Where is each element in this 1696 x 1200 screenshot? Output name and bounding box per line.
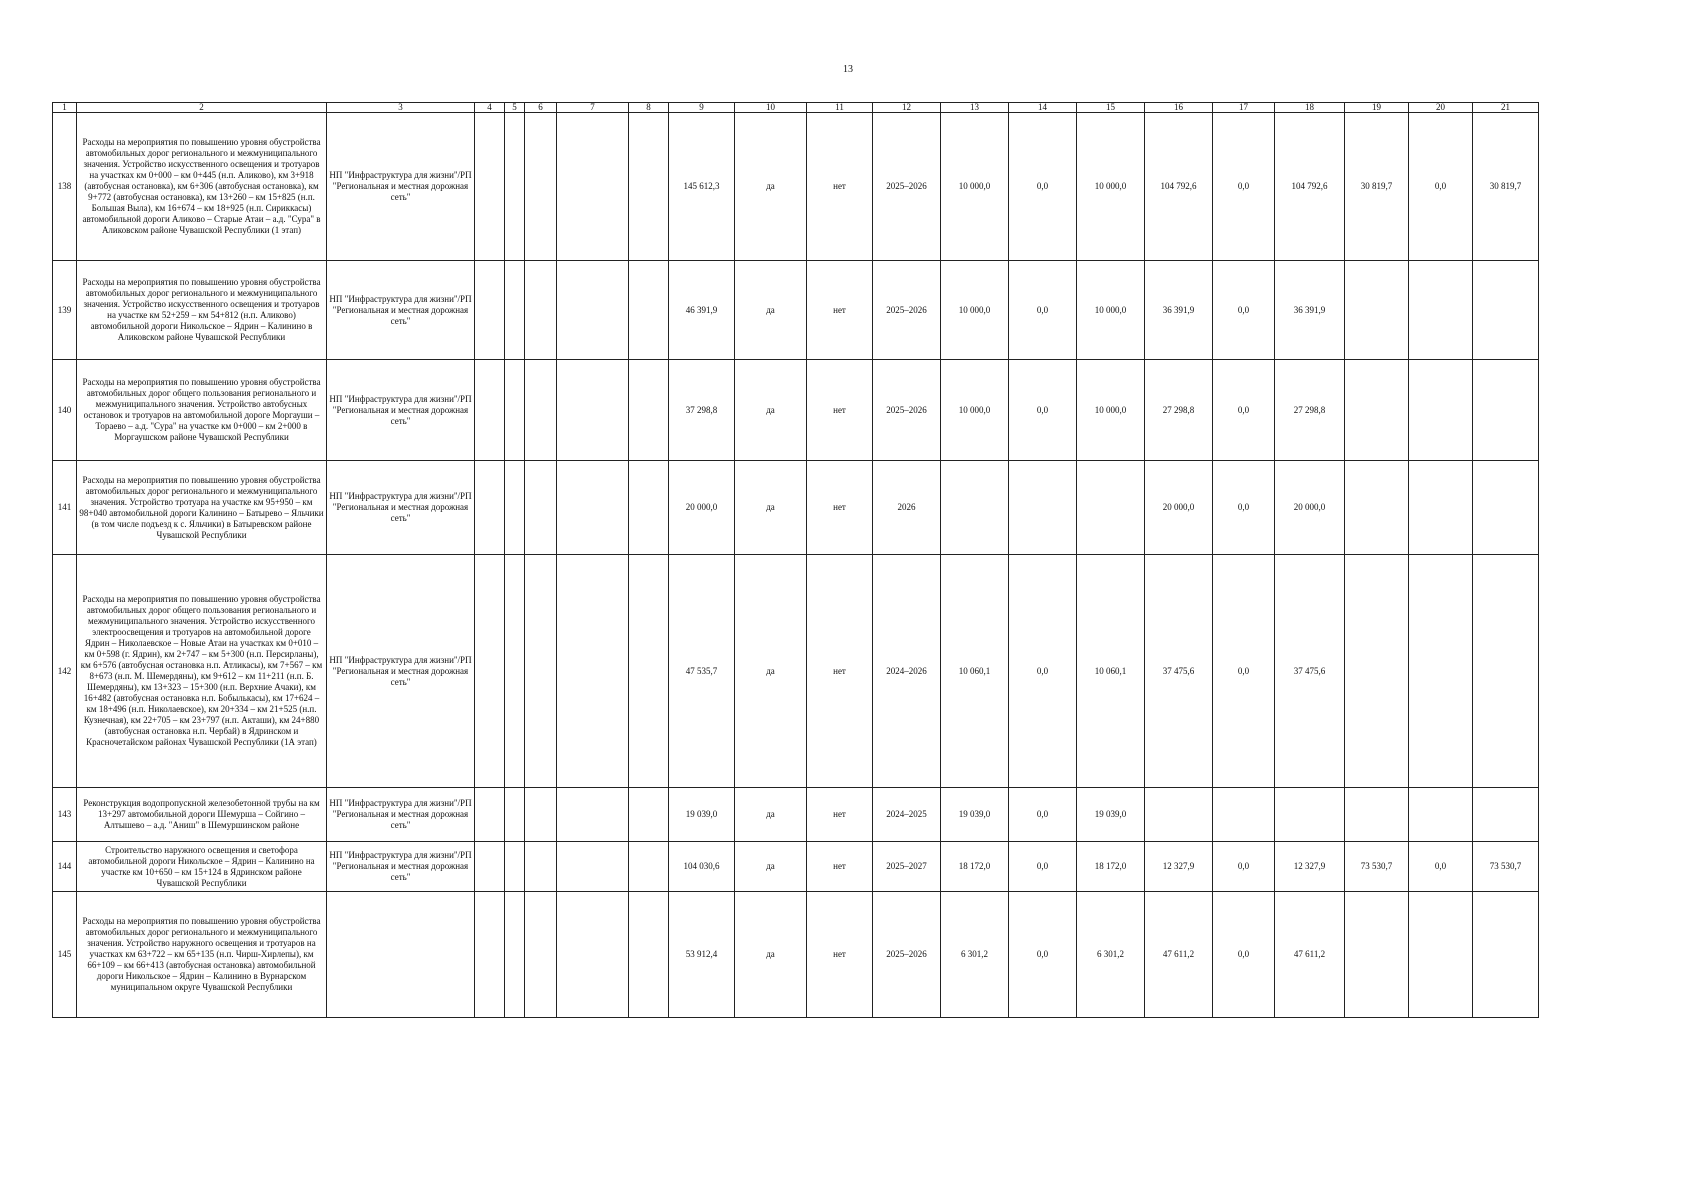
- row-number-cell: 145: [53, 892, 77, 1018]
- table-cell: [1345, 360, 1409, 461]
- table-cell: 0,0: [1009, 360, 1077, 461]
- table-cell: [1345, 892, 1409, 1018]
- table-cell: [629, 555, 669, 788]
- table-cell: 0,0: [1213, 360, 1275, 461]
- table-cell: [525, 892, 557, 1018]
- col-header: 18: [1275, 103, 1345, 113]
- table-cell: [1473, 261, 1539, 360]
- executor-cell: НП "Инфраструктура для жизни"/РП "Региональная и местная дорожная сеть": [327, 113, 475, 261]
- table-cell: да: [735, 892, 807, 1018]
- table-cell: 2026: [873, 461, 941, 555]
- table-cell: нет: [807, 842, 873, 892]
- description-cell: Расходы на мероприятия по повышению уровня обустройства автомобильных дорог общего пользования регионального и межмуниципального значения. Устройство автобусных остановок и тротуаров на автомобильной дороге Моргауши – Тораево – а.д. "Сура" на участке км 0+000 – км 2+000 в Моргаушском районе Чувашской Республики: [77, 360, 327, 461]
- table-cell: 19 039,0: [1077, 788, 1145, 842]
- table-cell: 0,0: [1213, 261, 1275, 360]
- table-cell: 30 819,7: [1345, 113, 1409, 261]
- table-cell: [1409, 788, 1473, 842]
- table-cell: [475, 842, 505, 892]
- table-cell: 2024–2025: [873, 788, 941, 842]
- col-header: 2: [77, 103, 327, 113]
- table-cell: 104 030,6: [669, 842, 735, 892]
- table-cell: [557, 842, 629, 892]
- col-header: 15: [1077, 103, 1145, 113]
- row-number-cell: 140: [53, 360, 77, 461]
- table-cell: [1409, 360, 1473, 461]
- col-header: 16: [1145, 103, 1213, 113]
- table-cell: 20 000,0: [1145, 461, 1213, 555]
- table-cell: 20 000,0: [1275, 461, 1345, 555]
- col-header: 14: [1009, 103, 1077, 113]
- description-cell: Расходы на мероприятия по повышению уровня обустройства автомобильных дорог регионального и межмуниципального значения. Устройство тротуара на участке км 95+950 – км 98+040 автомобильной дороги Калинино – Батырево – Яльчики (в том числе подъезд к с. Яльчики) в Батыревском районе Чувашской Республики: [77, 461, 327, 555]
- table-cell: 46 391,9: [669, 261, 735, 360]
- row-number-cell: 143: [53, 788, 77, 842]
- table-cell: [505, 360, 525, 461]
- table-row: [53, 892, 1539, 1018]
- col-header: 13: [941, 103, 1009, 113]
- table-cell: 37 298,8: [669, 360, 735, 461]
- table-cell: 20 000,0: [669, 461, 735, 555]
- table-cell: [475, 892, 505, 1018]
- col-header: 10: [735, 103, 807, 113]
- table-cell: [525, 842, 557, 892]
- table-cell: [1345, 788, 1409, 842]
- table-cell: [629, 461, 669, 555]
- description-cell: Расходы на мероприятия по повышению уровня обустройства автомобильных дорог регионального и межмуниципального значения. Устройство наружного освещения и тротуаров на участках км 63+722 – км 65+135 (н.п. Чирш-Хирлепы), км 66+109 – км 66+413 (автобусная остановка) автомобильной дороги Никольское – Ядрин – Калинино в Вурнарском муниципальном округе Чувашской Республики: [77, 892, 327, 1018]
- table-cell: [1345, 261, 1409, 360]
- table-cell: [629, 892, 669, 1018]
- table-cell: 53 912,4: [669, 892, 735, 1018]
- table-cell: [557, 892, 629, 1018]
- col-header: 17: [1213, 103, 1275, 113]
- table-cell: 0,0: [1213, 555, 1275, 788]
- header-row: [53, 103, 1539, 113]
- table-cell: [629, 788, 669, 842]
- table-cell: 37 475,6: [1145, 555, 1213, 788]
- table-cell: [505, 113, 525, 261]
- row-number-cell: 138: [53, 113, 77, 261]
- col-header: 6: [525, 103, 557, 113]
- table-cell: 0,0: [1009, 555, 1077, 788]
- table-cell: 10 000,0: [1077, 113, 1145, 261]
- table-cell: 0,0: [1009, 261, 1077, 360]
- table-cell: 12 327,9: [1145, 842, 1213, 892]
- table-cell: [505, 461, 525, 555]
- table-cell: нет: [807, 788, 873, 842]
- table-cell: [1009, 461, 1077, 555]
- description-cell: Реконструкция водопропускной железобетонной трубы на км 13+297 автомобильной дороги Шемурша – Сойгино – Алтышево – а.д. "Аниш" в Шемуршинском районе: [77, 788, 327, 842]
- table-cell: 0,0: [1213, 892, 1275, 1018]
- table-cell: 18 172,0: [1077, 842, 1145, 892]
- executor-cell: НП "Инфраструктура для жизни"/РП "Региональная и местная дорожная сеть": [327, 842, 475, 892]
- row-number-cell: 141: [53, 461, 77, 555]
- table-row: [53, 461, 1539, 555]
- table-cell: 27 298,8: [1145, 360, 1213, 461]
- table-cell: 10 000,0: [941, 113, 1009, 261]
- table-cell: нет: [807, 461, 873, 555]
- table-cell: [1409, 892, 1473, 1018]
- table-cell: [941, 461, 1009, 555]
- table-cell: 0,0: [1213, 113, 1275, 261]
- table-cell: [525, 461, 557, 555]
- table-cell: 2025–2026: [873, 892, 941, 1018]
- executor-cell: НП "Инфраструктура для жизни"/РП "Региональная и местная дорожная сеть": [327, 261, 475, 360]
- col-header: 21: [1473, 103, 1539, 113]
- table-cell: [525, 261, 557, 360]
- table-cell: 10 000,0: [1077, 261, 1145, 360]
- table-cell: 0,0: [1009, 892, 1077, 1018]
- table-cell: 145 612,3: [669, 113, 735, 261]
- table-cell: 6 301,2: [941, 892, 1009, 1018]
- executor-cell: НП "Инфраструктура для жизни"/РП "Региональная и местная дорожная сеть": [327, 360, 475, 461]
- table-cell: [475, 788, 505, 842]
- table-cell: [505, 842, 525, 892]
- executor-cell: НП "Инфраструктура для жизни"/РП "Региональная и местная дорожная сеть": [327, 788, 475, 842]
- table-cell: нет: [807, 261, 873, 360]
- table-cell: [557, 360, 629, 461]
- table-cell: [1077, 461, 1145, 555]
- table-cell: 10 060,1: [941, 555, 1009, 788]
- table-cell: [557, 461, 629, 555]
- col-header: 3: [327, 103, 475, 113]
- table-cell: [475, 461, 505, 555]
- table-cell: [505, 892, 525, 1018]
- table-cell: [475, 360, 505, 461]
- table-cell: [1473, 892, 1539, 1018]
- table-cell: да: [735, 842, 807, 892]
- budget-table: [52, 102, 1539, 1018]
- table-cell: 73 530,7: [1473, 842, 1539, 892]
- table-cell: [505, 555, 525, 788]
- description-cell: Расходы на мероприятия по повышению уровня обустройства автомобильных дорог регионального и межмуниципального значения. Устройство искусственного освещения и тротуаров на участках км 0+000 – км 0+445 (н.п. Аликово), км 3+918 (автобусная остановка), км 6+306 (автобусная остановка), км 9+772 (автобусная остановка), км 13+260 – км 15+825 (н.п. Большая Выла), км 16+674 – км 18+925 (н.п. Сириккасы) автомобильной дороги Аликово – Старые Атаи – а.д. "Сура" в Аликовском районе Чувашской Республики (1 этап): [77, 113, 327, 261]
- table-cell: 0,0: [1213, 461, 1275, 555]
- description-cell: Расходы на мероприятия по повышению уровня обустройства автомобильных дорог общего пользования регионального и межмуниципального значения. Устройство искусственного электроосвещения и тротуаров на автомобильной дороге Ядрин – Николаевское – Новые Атаи на участках км 0+010 – км 0+598 (г. Ядрин), км 2+747 – км 5+300 (н.п. Персирланы), км 6+576 (автобусная остановка н.п. Атликасы), км 7+567 – км 8+673 (н.п. М. Шемердяны), км 9+612 – км 11+211 (н.п. Б. Шемердяны), км 13+323 – 15+300 (н.п. Верхние Ачаки), км 16+482 (автобусная остановка н.п. Бобылькасы), км 17+624 – км 18+496 (н.п. Николаевское), км 20+334 – км 21+525 (н.п. Кузнечная), км 22+705 – км 23+797 (н.п. Акташи), км 24+880 (автобусная остановка н.п. Чербай) в Ядринском и Красночетайском районах Чувашской Республики (1А этап): [77, 555, 327, 788]
- table-cell: [475, 261, 505, 360]
- table-cell: [1473, 360, 1539, 461]
- table-cell: [1473, 461, 1539, 555]
- table-cell: 104 792,6: [1275, 113, 1345, 261]
- table-body: [53, 113, 1539, 1018]
- table-cell: [1275, 788, 1345, 842]
- table-cell: 10 000,0: [941, 360, 1009, 461]
- table-cell: 36 391,9: [1145, 261, 1213, 360]
- row-number-cell: 139: [53, 261, 77, 360]
- col-header: 5: [505, 103, 525, 113]
- col-header: 19: [1345, 103, 1409, 113]
- table-cell: [1345, 555, 1409, 788]
- table-row: [53, 555, 1539, 788]
- row-number-cell: 144: [53, 842, 77, 892]
- table-cell: [557, 555, 629, 788]
- table-row: [53, 113, 1539, 261]
- table-cell: [1473, 788, 1539, 842]
- table-cell: [1213, 788, 1275, 842]
- table-cell: 0,0: [1409, 113, 1473, 261]
- description-cell: Строительство наружного освещения и светофора автомобильной дороги Никольское – Ядрин – Калинино на участке км 10+650 – км 15+124 в Ядринском районе Чувашской Республики: [77, 842, 327, 892]
- table-cell: 19 039,0: [941, 788, 1009, 842]
- executor-cell: НП "Инфраструктура для жизни"/РП "Региональная и местная дорожная сеть": [327, 555, 475, 788]
- table-cell: да: [735, 555, 807, 788]
- table-cell: 2025–2026: [873, 360, 941, 461]
- table-cell: да: [735, 360, 807, 461]
- table-cell: да: [735, 261, 807, 360]
- table-cell: [629, 113, 669, 261]
- table-row: [53, 788, 1539, 842]
- table-cell: [1473, 555, 1539, 788]
- table-cell: [1345, 461, 1409, 555]
- col-header: 7: [557, 103, 629, 113]
- table-cell: [525, 555, 557, 788]
- table-cell: 27 298,8: [1275, 360, 1345, 461]
- table-cell: 18 172,0: [941, 842, 1009, 892]
- row-number-cell: 142: [53, 555, 77, 788]
- table-cell: [525, 360, 557, 461]
- table-cell: 6 301,2: [1077, 892, 1145, 1018]
- table-cell: [557, 788, 629, 842]
- table-cell: 47 611,2: [1275, 892, 1345, 1018]
- table-cell: нет: [807, 113, 873, 261]
- table-cell: 36 391,9: [1275, 261, 1345, 360]
- table-cell: 0,0: [1213, 842, 1275, 892]
- table-cell: [525, 113, 557, 261]
- table-cell: 0,0: [1009, 113, 1077, 261]
- col-header: 4: [475, 103, 505, 113]
- table-cell: 0,0: [1409, 842, 1473, 892]
- table-row: [53, 261, 1539, 360]
- table-cell: 12 327,9: [1275, 842, 1345, 892]
- page-number: 13: [843, 64, 853, 75]
- table-cell: 2025–2026: [873, 113, 941, 261]
- table-cell: [1409, 261, 1473, 360]
- table-cell: 0,0: [1009, 788, 1077, 842]
- table-cell: 19 039,0: [669, 788, 735, 842]
- table-cell: да: [735, 788, 807, 842]
- table-cell: 47 611,2: [1145, 892, 1213, 1018]
- table-cell: 47 535,7: [669, 555, 735, 788]
- table-cell: 2025–2026: [873, 261, 941, 360]
- table-cell: [505, 261, 525, 360]
- table-cell: нет: [807, 892, 873, 1018]
- description-cell: Расходы на мероприятия по повышению уровня обустройства автомобильных дорог регионального и межмуниципального значения. Устройство искусственного освещения и тротуаров на участке км 52+259 – км 54+812 (н.п. Аликово) автомобильной дороги Никольское – Ядрин – Калинино в Аликовском районе Чувашской Республики: [77, 261, 327, 360]
- table-cell: [525, 788, 557, 842]
- table-cell: 0,0: [1009, 842, 1077, 892]
- table-cell: 10 000,0: [1077, 360, 1145, 461]
- table-cell: 10 000,0: [941, 261, 1009, 360]
- table-row: [53, 842, 1539, 892]
- table-cell: [557, 261, 629, 360]
- col-header: 9: [669, 103, 735, 113]
- table-cell: нет: [807, 555, 873, 788]
- col-header: 1: [53, 103, 77, 113]
- table-cell: нет: [807, 360, 873, 461]
- table-cell: 2025–2027: [873, 842, 941, 892]
- table-cell: [475, 113, 505, 261]
- table-cell: да: [735, 461, 807, 555]
- table-cell: 2024–2026: [873, 555, 941, 788]
- table-cell: [1145, 788, 1213, 842]
- table-cell: да: [735, 113, 807, 261]
- table-cell: 10 060,1: [1077, 555, 1145, 788]
- col-header: 20: [1409, 103, 1473, 113]
- col-header: 11: [807, 103, 873, 113]
- executor-cell: НП "Инфраструктура для жизни"/РП "Региональная и местная дорожная сеть": [327, 461, 475, 555]
- table-cell: [1409, 555, 1473, 788]
- table-cell: 73 530,7: [1345, 842, 1409, 892]
- table-cell: [557, 113, 629, 261]
- table-cell: [629, 842, 669, 892]
- table-cell: 37 475,6: [1275, 555, 1345, 788]
- table-cell: [629, 360, 669, 461]
- table-cell: [505, 788, 525, 842]
- table-cell: 104 792,6: [1145, 113, 1213, 261]
- table-cell: [629, 261, 669, 360]
- table-cell: [1409, 461, 1473, 555]
- col-header: 8: [629, 103, 669, 113]
- col-header: 12: [873, 103, 941, 113]
- table-cell: 30 819,7: [1473, 113, 1539, 261]
- executor-cell: [327, 892, 475, 1018]
- table-cell: [475, 555, 505, 788]
- table-row: [53, 360, 1539, 461]
